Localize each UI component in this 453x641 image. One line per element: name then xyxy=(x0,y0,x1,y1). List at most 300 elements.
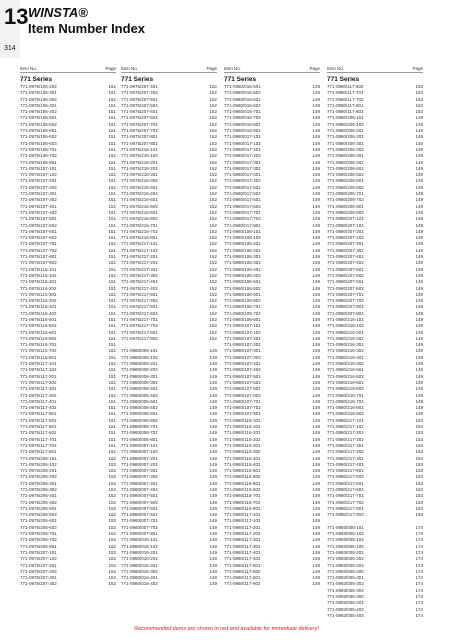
column-header xyxy=(20,65,116,73)
page-ref: 149 xyxy=(415,222,423,228)
page-ref: 152 xyxy=(209,241,217,247)
item-number: 771-0993/005-201 xyxy=(327,549,364,555)
item-number: 771-0975/216-201 xyxy=(121,159,158,165)
page-ref: 174 xyxy=(415,556,423,562)
page-ref: 151 xyxy=(108,442,116,448)
item-number: 771-0980/116-501 xyxy=(224,468,261,474)
page-ref: 149 xyxy=(415,216,423,222)
page-ref: 152 xyxy=(209,134,217,140)
item-number: 771-0980/117-502 xyxy=(224,568,261,574)
page-ref: 149 xyxy=(415,392,423,398)
item-number: 771-0980/007-401 xyxy=(121,480,158,486)
page-ref: 152 xyxy=(108,493,116,499)
item-number: 771-0980/117-501 xyxy=(224,562,261,568)
page-ref: 149 xyxy=(415,354,423,360)
item-number: 771-0980/116-201 xyxy=(224,430,261,436)
item-number: 771-0980/007-702 xyxy=(121,524,158,530)
page-ref: 149 xyxy=(415,178,423,184)
item-number: 771-0980/207-201 xyxy=(327,228,364,234)
item-number: 771-0980/107-302 xyxy=(224,354,261,360)
page-ref: 153 xyxy=(415,480,423,486)
item-number: 771-0980/107-301 xyxy=(224,348,261,354)
page-ref: 149 xyxy=(209,581,217,587)
item-number: 771-0975/117-602 xyxy=(20,430,57,436)
item-number: 771-0980/117-301 xyxy=(224,537,261,543)
page-ref: 152 xyxy=(108,575,116,581)
page-ref: 149 xyxy=(312,531,320,537)
page-ref: 149 xyxy=(312,361,320,367)
item-number: 771-0980/217-101 xyxy=(327,417,364,423)
item-number: 771-0980/006-101 xyxy=(121,348,158,354)
page-ref: 149 xyxy=(312,424,320,430)
item-number: 771-0975/117-201 xyxy=(20,373,57,379)
item-number: 771-0980/206-702 xyxy=(327,197,364,203)
page-ref: 174 xyxy=(415,531,423,537)
item-number: 771-0980/007-202 xyxy=(121,461,158,467)
item-number: 771-0980/207-602 xyxy=(327,285,364,291)
item-number: 771-0980/116-202 xyxy=(224,436,261,442)
page-ref: 151 xyxy=(108,436,116,442)
item-number: 771-0980/106-201 xyxy=(224,241,261,247)
item-number: 771-0980/017-402 xyxy=(224,178,261,184)
page-ref: 153 xyxy=(415,499,423,505)
page-ref: 149 xyxy=(312,342,320,348)
page-ref: 149 xyxy=(209,531,217,537)
item-number: 771-0980/216-202 xyxy=(327,335,364,341)
item-number: 771-0980/007-101 xyxy=(121,442,158,448)
item-number: 771-0975/107-602 xyxy=(20,235,57,241)
page-ref: 149 xyxy=(209,549,217,555)
page-ref: 152 xyxy=(108,524,116,530)
page-ref: 152 xyxy=(108,487,116,492)
page-ref: 149 xyxy=(312,134,320,140)
item-number: 771-0993/005-104 xyxy=(327,537,364,543)
item-number: 771-0980/207-801 xyxy=(327,304,364,310)
page-ref: 149 xyxy=(209,493,217,499)
item-number: 771-0975/116-801 xyxy=(20,354,57,360)
item-number: 771-0975/216-601 xyxy=(121,209,158,215)
page-ref: 151 xyxy=(108,228,116,234)
item-number: 771-0980/007-201 xyxy=(121,455,158,461)
item-number: 771-0980/007-701 xyxy=(121,518,158,524)
page-ref: 152 xyxy=(108,549,116,555)
page-header: Page xyxy=(105,66,116,71)
item-number: 771-0980/007-402 xyxy=(121,487,158,492)
item-number: 771-0975/217-601 xyxy=(121,304,158,310)
item-number: 771-0980/217-302 xyxy=(327,449,364,455)
page-ref: 151 xyxy=(108,115,116,121)
page-ref: 149 xyxy=(415,146,423,152)
page-ref: 151 xyxy=(108,184,116,190)
page-ref: 151 xyxy=(108,153,116,159)
item-number: 771-0993/005-205 xyxy=(327,568,364,574)
item-number: 771-0980/206-502 xyxy=(327,172,364,178)
page-ref: 149 xyxy=(312,146,320,152)
page-ref: 152 xyxy=(209,165,217,171)
page-ref: 152 xyxy=(209,316,217,322)
page-ref: 151 xyxy=(108,247,116,253)
item-number: 771-0980/106-401 xyxy=(224,266,261,272)
item-number: 771-0980/107-601 xyxy=(224,386,261,392)
page-ref: 153 xyxy=(415,102,423,108)
item-number: 771-0980/217-201 xyxy=(327,430,364,436)
page-ref: 149 xyxy=(209,424,217,430)
item-number: 771-0975/217-502 xyxy=(121,298,158,304)
page-ref: 151 xyxy=(108,348,116,354)
page-ref: 152 xyxy=(209,121,217,127)
item-number: 771-0980/106-102 xyxy=(224,235,261,241)
item-list xyxy=(327,84,423,619)
item-number: 771-0980/117-802 xyxy=(327,109,364,115)
item-number: 771-0980/106-402 xyxy=(224,272,261,278)
item-number: 771-0980/207-701 xyxy=(327,291,364,297)
page-ref: 149 xyxy=(209,461,217,467)
page-ref: 149 xyxy=(209,405,217,411)
item-number: 771-0980/006-102 xyxy=(121,354,158,360)
page-ref: 151 xyxy=(108,260,116,266)
item-number: 771-0980/206-601 xyxy=(327,178,364,184)
item-number: 771-0980/106-302 xyxy=(224,260,261,266)
page-ref: 152 xyxy=(209,109,217,115)
item-number: 771-0980/217-601 xyxy=(327,480,364,486)
item-number: 771-0980/217-701 xyxy=(327,493,364,499)
page-ref: 149 xyxy=(209,367,217,373)
page-ref: 152 xyxy=(108,556,116,562)
item-number: 771-0980/007-102 xyxy=(121,449,158,455)
page-ref: 149 xyxy=(312,449,320,455)
series-heading: 771 Series xyxy=(224,76,257,83)
page-ref: 149 xyxy=(209,537,217,543)
item-number: 771-0980/107-801 xyxy=(224,411,261,417)
item-number: 771-0975/206-302 xyxy=(20,487,57,492)
item-number: 771-0980/107-602 xyxy=(224,392,261,398)
page-ref: 152 xyxy=(209,140,217,146)
page-ref: 149 xyxy=(312,493,320,499)
item-number: 771-0975/217-802 xyxy=(121,335,158,341)
item-number: 771-0993/005-305 xyxy=(327,594,364,600)
item-list xyxy=(20,84,116,588)
page-ref: 149 xyxy=(415,405,423,411)
item-number: 771-0980/217-202 xyxy=(327,436,364,442)
page-ref: 149 xyxy=(415,128,423,134)
item-number: 771-0980/016-201 xyxy=(121,549,158,555)
item-number: 771-0975/206-301 xyxy=(20,480,57,486)
item-number: 771-0975/217-702 xyxy=(121,323,158,329)
item-no-header: Item No. xyxy=(327,66,345,71)
item-number: 771-0980/217-402 xyxy=(327,461,364,467)
item-number: 771-0993/005-404 xyxy=(327,612,364,618)
page-ref: 152 xyxy=(209,216,217,222)
page-ref: 152 xyxy=(108,518,116,524)
page-ref: 149 xyxy=(209,512,217,518)
page-ref: 152 xyxy=(209,291,217,297)
page-ref: 151 xyxy=(108,392,116,398)
page-ref: 149 xyxy=(209,568,217,574)
page-ref: 149 xyxy=(209,487,217,492)
item-number: 771-0980/117-401 xyxy=(224,549,261,555)
page-ref: 174 xyxy=(415,594,423,600)
series-heading: 771 Series xyxy=(121,76,154,83)
item-number: 771-0975/107-801 xyxy=(20,254,57,260)
page-ref: 151 xyxy=(108,165,116,171)
item-number: 771-0975/207-702 xyxy=(121,128,158,134)
item-number: 771-0980/017-301 xyxy=(224,159,261,165)
item-number: 771-0975/217-401 xyxy=(121,279,158,285)
item-number: 771-0980/217-802 xyxy=(327,512,364,518)
item-number: 771-0975/207-602 xyxy=(121,115,158,121)
item-number: 771-0975/217-301 xyxy=(121,266,158,272)
index-column-2 xyxy=(121,65,217,588)
table-row xyxy=(20,581,116,587)
item-number: 771-0975/206-502 xyxy=(20,512,57,518)
item-number: 771-0975/116-501 xyxy=(20,316,57,322)
item-number: 771-0975/216-102 xyxy=(121,153,158,159)
page-ref: 152 xyxy=(108,537,116,543)
item-number: 771-0980/016-401 xyxy=(121,575,158,581)
page-ref: 149 xyxy=(415,342,423,348)
page-ref: 149 xyxy=(415,191,423,197)
item-number: 771-0975/106-602 xyxy=(20,134,57,140)
page-ref: 149 xyxy=(312,279,320,285)
item-list xyxy=(224,84,320,588)
item-number: 771-0980/017-401 xyxy=(224,172,261,178)
page-ref: 152 xyxy=(108,512,116,518)
page-ref: 149 xyxy=(312,386,320,392)
page-ref: 151 xyxy=(108,90,116,96)
item-number: 771-0975/107-301 xyxy=(20,191,57,197)
page-ref: 149 xyxy=(209,562,217,568)
page-ref: 149 xyxy=(415,172,423,178)
page-ref: 149 xyxy=(415,348,423,354)
item-number: 771-0980/117-602 xyxy=(224,581,261,587)
item-number: 771-0975/117-401 xyxy=(20,398,57,404)
item-number: 771-0975/117-402 xyxy=(20,405,57,411)
page-ref: 152 xyxy=(209,222,217,228)
item-number: 771-0980/007-602 xyxy=(121,512,158,518)
item-number: 771-0980/006-201 xyxy=(121,361,158,367)
table-row xyxy=(121,581,217,587)
page-ref: 149 xyxy=(209,442,217,448)
page-ref: 149 xyxy=(312,556,320,562)
page-ref: 149 xyxy=(312,468,320,474)
item-number: 771-0975/116-601 xyxy=(20,329,57,335)
page-ref: 149 xyxy=(209,411,217,417)
item-number: 771-0980/017-801 xyxy=(224,222,261,228)
item-number: 771-0980/106-202 xyxy=(224,247,261,253)
page-ref: 149 xyxy=(415,298,423,304)
page-ref: 151 xyxy=(108,316,116,322)
item-number: 771-0975/117-302 xyxy=(20,392,57,398)
page-ref: 151 xyxy=(108,140,116,146)
item-number: 771-0980/117-602 xyxy=(327,84,364,89)
item-number: 771-0975/106-801 xyxy=(20,159,57,165)
page-ref: 151 xyxy=(108,417,116,423)
page-ref: 149 xyxy=(312,191,320,197)
page-ref: 151 xyxy=(108,367,116,373)
page-ref: 153 xyxy=(415,424,423,430)
page-ref: 149 xyxy=(312,266,320,272)
item-number: 771-0975/216-502 xyxy=(121,203,158,209)
item-number: 771-0980/206-301 xyxy=(327,140,364,146)
item-number: 771-0980/216-402 xyxy=(327,361,364,367)
item-number: 771-0975/206-701 xyxy=(20,531,57,537)
page-ref: 151 xyxy=(108,121,116,127)
page-ref: 149 xyxy=(209,436,217,442)
item-number: 771-0975/116-702 xyxy=(20,348,57,354)
page-ref: 149 xyxy=(415,159,423,165)
item-number: 771-0980/207-102 xyxy=(327,222,364,228)
item-number: 771-0980/116-301 xyxy=(224,442,261,448)
item-number: 771-0980/016-802 xyxy=(224,128,261,134)
page-header: Page xyxy=(412,66,423,71)
item-number: 771-0980/207-402 xyxy=(327,260,364,266)
page-ref: 151 xyxy=(108,361,116,367)
item-number: 771-0980/217-502 xyxy=(327,474,364,480)
item-number: 771-0975/107-402 xyxy=(20,209,57,215)
page-ref: 174 xyxy=(415,549,423,555)
item-number: 771-0975/107-201 xyxy=(20,178,57,184)
page-ref: 149 xyxy=(312,228,320,234)
page-ref: 152 xyxy=(209,128,217,134)
item-number: 771-0975/216-401 xyxy=(121,184,158,190)
item-number: 771-0980/217-401 xyxy=(327,455,364,461)
page-ref: 149 xyxy=(312,549,320,555)
page-ref: 149 xyxy=(312,354,320,360)
item-number: 771-0975/106-603 xyxy=(20,140,57,146)
item-number: 771-0975/216-301 xyxy=(121,172,158,178)
page-ref: 149 xyxy=(415,203,423,209)
index-column-4 xyxy=(327,65,423,619)
item-number: 771-0975/117-501 xyxy=(20,411,57,417)
item-number: 771-0980/106-602 xyxy=(224,298,261,304)
page-ref: 149 xyxy=(209,417,217,423)
item-number: 771-0980/107-501 xyxy=(224,373,261,379)
page-ref: 149 xyxy=(312,392,320,398)
page-ref: 149 xyxy=(312,512,320,518)
page-ref: 152 xyxy=(209,84,217,89)
item-number: 771-0975/107-502 xyxy=(20,222,57,228)
item-number: 771-0975/106-502 xyxy=(20,121,57,127)
page-ref: 149 xyxy=(312,398,320,404)
item-number: 771-0975/117-101 xyxy=(20,361,57,367)
page-ref: 152 xyxy=(209,90,217,96)
page-ref: 174 xyxy=(415,537,423,543)
item-number: 771-0980/107-101 xyxy=(224,323,261,329)
item-number: 771-0975/107-102 xyxy=(20,172,57,178)
page-ref: 149 xyxy=(209,386,217,392)
item-number: 771-0980/216-201 xyxy=(327,329,364,335)
item-number: 771-0980/016-702 xyxy=(224,115,261,121)
series-heading: 771 Series xyxy=(20,76,53,83)
page-ref: 153 xyxy=(415,468,423,474)
item-number: 771-0980/116-801 xyxy=(224,505,261,511)
page-ref: 149 xyxy=(312,310,320,316)
page-ref: 149 xyxy=(312,197,320,203)
item-number: 771-0975/217-402 xyxy=(121,285,158,291)
item-number: 771-0980/017-501 xyxy=(224,184,261,190)
item-number: 771-0980/206-602 xyxy=(327,184,364,190)
item-number: 771-0980/216-501 xyxy=(327,367,364,373)
page-ref: 152 xyxy=(209,172,217,178)
page-ref: 149 xyxy=(312,537,320,543)
page-ref: 149 xyxy=(209,449,217,455)
item-number: 771-0975/207-301 xyxy=(20,575,57,581)
item-number: 771-0975/217-801 xyxy=(121,329,158,335)
page-ref: 152 xyxy=(209,260,217,266)
item-number: 771-0980/017-102 xyxy=(224,140,261,146)
page-ref: 153 xyxy=(415,90,423,96)
item-number: 771-0980/217-801 xyxy=(327,505,364,511)
item-number: 771-0975/116-701 xyxy=(20,342,57,348)
page-ref: 151 xyxy=(108,241,116,247)
page-ref: 149 xyxy=(312,487,320,492)
item-number: 771-0975/217-501 xyxy=(121,291,158,297)
page-ref: 152 xyxy=(209,184,217,190)
table-row xyxy=(224,581,320,587)
item-number: 771-0993/005-304 xyxy=(327,587,364,593)
page-ref: 151 xyxy=(108,279,116,285)
page-ref: 152 xyxy=(108,480,116,486)
item-number: 771-0980/116-401 xyxy=(224,455,261,461)
item-number: 771-0975/117-701 xyxy=(20,436,57,442)
item-number: 771-0980/017-502 xyxy=(224,191,261,197)
page-ref: 149 xyxy=(415,241,423,247)
page-ref: 151 xyxy=(108,310,116,316)
page-ref: 149 xyxy=(415,279,423,285)
item-number: 771-0980/117-302 xyxy=(224,543,261,549)
page-ref: 152 xyxy=(108,499,116,505)
page-ref: 149 xyxy=(312,575,320,581)
page-ref: 149 xyxy=(209,373,217,379)
page-ref: 151 xyxy=(108,96,116,102)
page-ref: 152 xyxy=(209,191,217,197)
item-no-header: Item No. xyxy=(224,66,242,71)
item-number: 771-0980/206-101 xyxy=(327,115,364,121)
page-ref: 149 xyxy=(312,524,320,530)
item-number: 771-0980/016-501 xyxy=(224,84,261,89)
page-ref: 149 xyxy=(415,165,423,171)
item-number: 771-0980/206-802 xyxy=(327,209,364,215)
item-number: 771-0975/116-102 xyxy=(20,272,57,278)
column-header xyxy=(121,65,217,73)
item-number: 771-0993/005-402 xyxy=(327,606,364,612)
item-number: 771-0975/107-501 xyxy=(20,216,57,222)
page-ref: 152 xyxy=(209,178,217,184)
page-ref: 151 xyxy=(108,222,116,228)
page-ref: 152 xyxy=(209,329,217,335)
item-number: 771-0980/117-101 xyxy=(224,512,261,518)
page-ref: 151 xyxy=(108,134,116,140)
page-ref: 149 xyxy=(312,109,320,115)
page-ref: 152 xyxy=(209,228,217,234)
item-number: 771-0980/207-702 xyxy=(327,298,364,304)
item-number: 771-0980/106-502 xyxy=(224,285,261,291)
item-number: 771-0993/005-302 xyxy=(327,581,364,587)
item-number: 771-0980/016-101 xyxy=(121,537,158,543)
item-number: 771-0975/107-802 xyxy=(20,260,57,266)
item-number: 771-0980/117-202 xyxy=(224,531,261,537)
page-ref: 152 xyxy=(209,335,217,341)
item-number: 771-0975/106-302 xyxy=(20,96,57,102)
item-number: 771-0975/216-501 xyxy=(121,197,158,203)
item-number: 771-0980/206-302 xyxy=(327,146,364,152)
item-number: 771-0980/117-102 xyxy=(224,518,261,524)
page-ref: 153 xyxy=(415,430,423,436)
item-number: 771-0975/206-602 xyxy=(20,524,57,530)
item-number: 771-0980/106-501 xyxy=(224,279,261,285)
item-number: 771-0980/006-402 xyxy=(121,392,158,398)
item-number: 771-0975/116-401 xyxy=(20,304,57,310)
